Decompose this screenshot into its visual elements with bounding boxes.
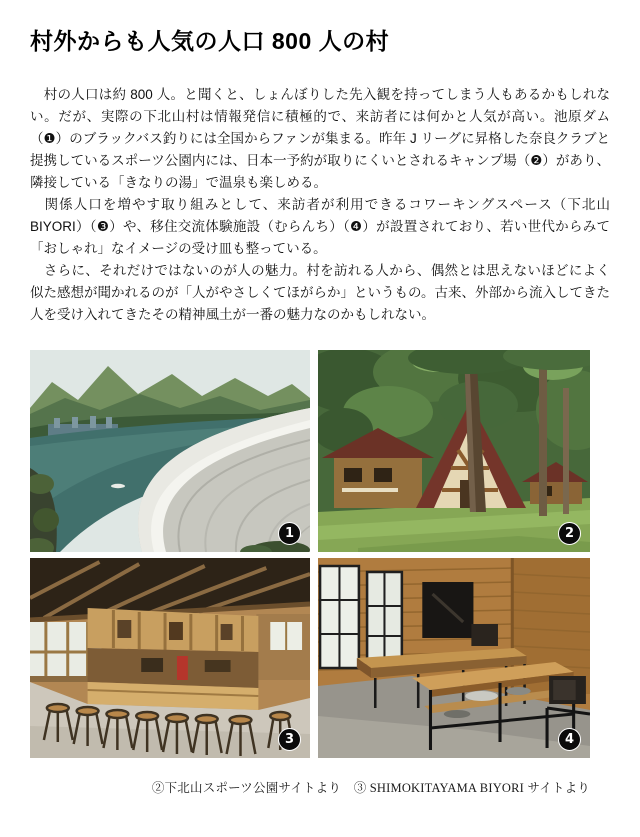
photo-badge-3: 3 bbox=[278, 728, 301, 751]
kitchen-photo-image bbox=[318, 558, 590, 758]
body-paragraph-2: 関係人口を増やす取り組みとして、来訪者が利用できるコワーキングスペース（下北山 BIYORI）（❸）や、移住交流体験施設（むらんち）（❹）が設置されており、若い世代からみて「おしゃれ」なイメージの受け皿も整っている。 bbox=[30, 197, 610, 256]
page-title: 村外からも人気の人口 800 人の村 bbox=[30, 28, 390, 54]
photo-credit-caption: ②下北山スポーツ公園サイトより ③ SHIMOKITAYAMA BIYORI サイトより bbox=[151, 781, 590, 795]
photo-badge-2: 2 bbox=[558, 522, 581, 545]
dam-photo-image bbox=[30, 350, 310, 552]
photo-kitchen-interior bbox=[318, 558, 590, 758]
counter-structure bbox=[88, 608, 259, 710]
body-paragraph-1: 村の人口は約 800 人。と聞くと、しょんぼりした先入観を持ってしまう人もあるかもしれない。だが、実際の下北山村は情報発信に積極的で、来訪者には何かと人気が高い。池原ダム（❶）のブラックバス釣りには全国からファンが集まる。昨年 J リーグに昇格した奈良クラブと提携しているスポーツ公園内には、日本一予約が取りにくいとされるキャンプ場（❷）があり、隣接している「きなりの湯」で温泉も楽しめる。 bbox=[30, 87, 610, 190]
photo-campsite-cabins bbox=[318, 350, 590, 552]
photo-coworking-interior bbox=[30, 558, 310, 758]
photo-badge-1: 1 bbox=[278, 522, 301, 545]
campsite-photo-image bbox=[318, 350, 590, 552]
body-paragraph-3: さらに、それだけではないのが人の魅力。村を訪れる人から、偶然とは思えないほどによく似た感想が聞かれるのが「人がやさしくてほがらか」というもの。古来、外部から流入してきた人を受け入れてきたその精神風土が一番の魅力なのかもしれない。 bbox=[30, 263, 610, 322]
wall-display bbox=[422, 582, 473, 638]
photo-badge-4: 4 bbox=[558, 728, 581, 751]
back-wall-right bbox=[256, 614, 310, 680]
coworking-photo-image bbox=[30, 558, 310, 758]
photo-dam bbox=[30, 350, 310, 552]
article-body bbox=[30, 84, 610, 326]
photo-grid bbox=[30, 350, 610, 758]
